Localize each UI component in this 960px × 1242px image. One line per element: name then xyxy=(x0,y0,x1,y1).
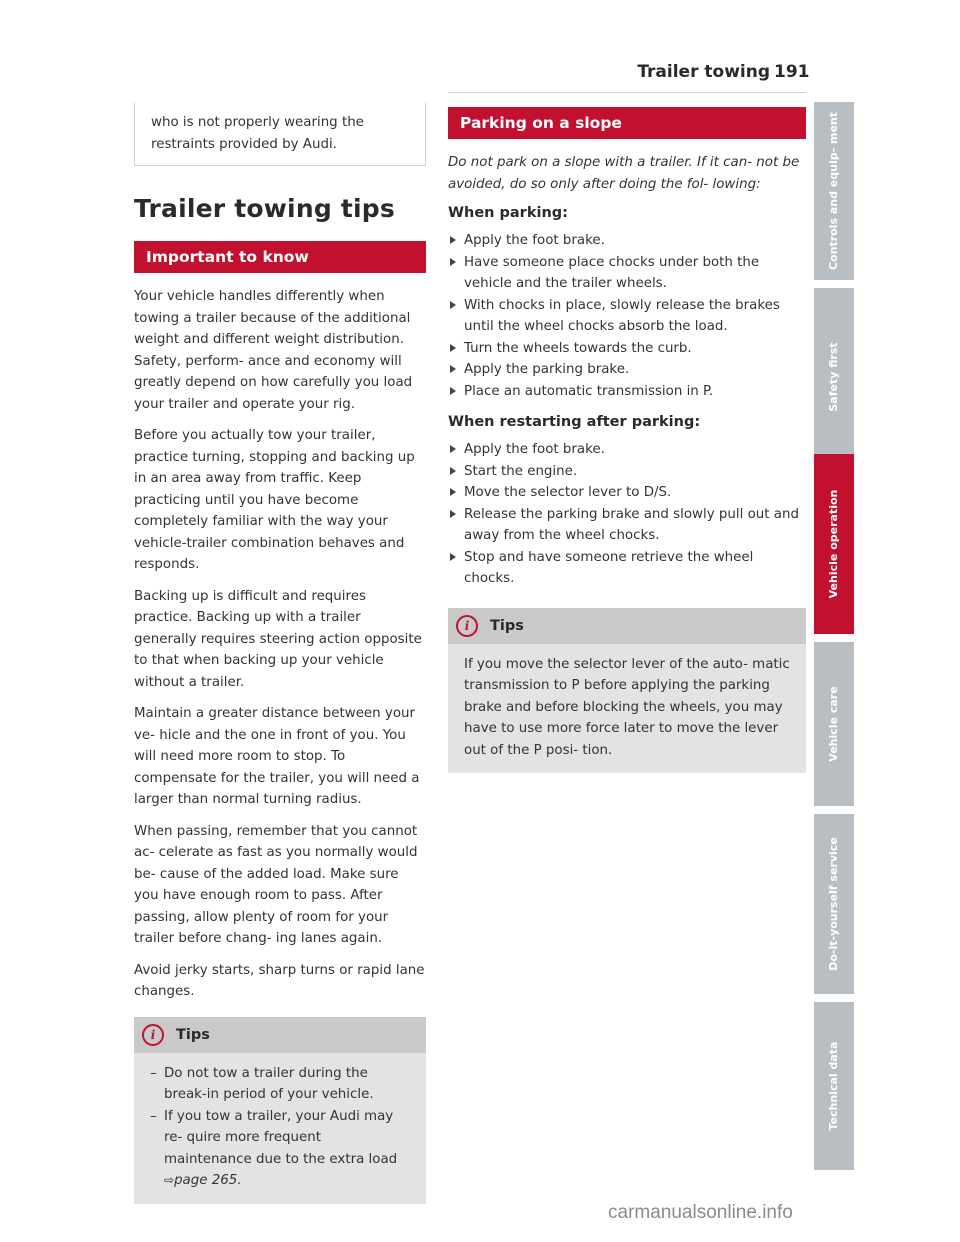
tab-controls-and-equipment[interactable] xyxy=(814,102,854,280)
list-item xyxy=(448,359,806,381)
note-box-text: who is not properly wearing the restraints provided by Audi. xyxy=(151,115,364,152)
tab-vehicle-care[interactable] xyxy=(814,642,854,806)
tab-label: Vehicle care xyxy=(827,686,840,762)
tab-do-it-yourself-service[interactable] xyxy=(814,814,854,994)
subheading-when-restarting: When restarting after parking: xyxy=(448,414,701,430)
list-item xyxy=(448,295,806,338)
list-item xyxy=(448,230,806,252)
parking-steps xyxy=(448,230,806,402)
list-item-text: Apply the foot brake. xyxy=(464,233,605,248)
tips-item-text: Do not tow a trailer during the break-in period of your vehicle. xyxy=(164,1065,374,1102)
bullet-arrow-icon xyxy=(450,445,456,453)
intro-paragraph: Do not park on a slope with a trailer. If it can- not be avoided, do so only after doing the fol- lowing: xyxy=(448,155,800,192)
section-bar-parking: Parking on a slope xyxy=(448,107,806,139)
bullet-arrow-icon xyxy=(450,467,456,475)
tab-safety-first[interactable] xyxy=(814,288,854,466)
bullet-arrow-icon xyxy=(450,553,456,561)
left-column xyxy=(134,103,426,1204)
list-item-text: Stop and have someone retrieve the wheel chocks. xyxy=(464,549,754,586)
tab-label: Do-it-yourself service xyxy=(827,837,840,971)
tab-vehicle-operation[interactable] xyxy=(814,454,854,634)
paragraph: Your vehicle handles differently when towing a trailer because of the additional weight and different weight distribution. Safety, perform- ance and economy will greatly depend on how carefully you load your trailer and operate your rig. xyxy=(134,289,413,412)
tips-body xyxy=(134,1053,426,1204)
bullet-arrow-icon xyxy=(450,301,456,309)
tab-technical-data[interactable] xyxy=(814,1002,854,1170)
watermark: carmanualsonline.info xyxy=(608,1202,793,1223)
list-item-text: With chocks in place, slowly release the brakes until the wheel chocks absorb the load. xyxy=(464,297,780,334)
page-cross-reference[interactable]: page 265. xyxy=(174,1173,242,1188)
list-item-text: Apply the foot brake. xyxy=(464,442,605,457)
tab-label: Vehicle operation xyxy=(827,489,840,599)
bullet-arrow-icon xyxy=(450,488,456,496)
bullet-arrow-icon xyxy=(450,258,456,266)
header-rule xyxy=(448,92,806,93)
tab-label: Technical data xyxy=(827,1041,840,1131)
info-icon: i xyxy=(456,615,478,637)
list-item-text: Have someone place chocks under both the vehicle and the trailer wheels. xyxy=(464,254,760,291)
list-item-text: Release the parking brake and slowly pull out and away from the wheel chocks. xyxy=(464,506,799,543)
dash-marker: – xyxy=(150,1065,157,1081)
tips-box-right xyxy=(448,608,806,774)
bullet-arrow-icon xyxy=(450,387,456,395)
tips-item xyxy=(150,1063,410,1106)
list-item xyxy=(448,381,806,403)
tips-item-text: If you tow a trailer, your Audi may re- quire more frequent maintenance due to the extra load xyxy=(164,1108,398,1167)
restarting-steps xyxy=(448,439,806,590)
bullet-arrow-icon xyxy=(450,510,456,518)
list-item xyxy=(448,338,806,360)
tips-header xyxy=(448,608,806,644)
info-icon: i xyxy=(142,1024,164,1046)
list-item xyxy=(448,252,806,295)
list-item-text: Place an automatic transmission in P. xyxy=(464,383,714,399)
list-item-text: Move the selector lever to D/S. xyxy=(464,485,672,500)
tab-label: Controls and equip- ment xyxy=(827,111,840,271)
paragraph: Avoid jerky starts, sharp turns or rapid lane changes. xyxy=(134,962,425,999)
page-number: 191 xyxy=(774,62,810,82)
paragraph: Before you actually tow your trailer, practice turning, stopping and backing up in an area away from traffic. Keep practicing until you have become completely familiar with the way your vehicle-trailer combination behaves and responds. xyxy=(134,428,415,572)
arrow-right-icon: ⇨ xyxy=(164,1173,175,1187)
paragraph: Maintain a greater distance between your ve- hicle and the one in front of you. You will need more room to stop. To compensate for the trailer, you will need a larger than normal turning radius. xyxy=(134,706,420,807)
list-item-text: Apply the parking brake. xyxy=(464,362,630,377)
list-item xyxy=(448,504,806,547)
paragraph: Backing up is difficult and requires practice. Backing up with a trailer generally requires steering action opposite to that when backing up your vehicle without a trailer. xyxy=(134,588,422,690)
dash-marker: – xyxy=(150,1108,157,1124)
paragraph: When passing, remember that you cannot ac- celerate as fast as you normally would be- cause of the added load. Make sure you have enough room to pass. After passing, allow plenty of room for your trailer before chang- ing lanes again. xyxy=(134,823,418,946)
right-column xyxy=(448,107,806,773)
tab-label: Safety first xyxy=(827,342,840,412)
tips-body: If you move the selector lever of the auto- matic transmission to P before applying the parking brake and before blocking the wheels, you may have to use more force later to move the lever out of the P posi- tion. xyxy=(464,656,790,758)
list-item xyxy=(448,439,806,461)
tips-item xyxy=(150,1106,410,1192)
running-title: Trailer towing xyxy=(637,62,770,82)
list-item-text: Start the engine. xyxy=(464,463,578,479)
list-item-text: Turn the wheels towards the curb. xyxy=(464,340,692,356)
note-box-continuation xyxy=(134,103,426,166)
tips-box-left xyxy=(134,1017,426,1204)
bullet-arrow-icon xyxy=(450,236,456,244)
subheading-when-parking: When parking: xyxy=(448,205,568,221)
tips-title: Tips xyxy=(176,1026,210,1043)
tips-header xyxy=(134,1017,426,1053)
bullet-arrow-icon xyxy=(450,344,456,352)
bullet-arrow-icon xyxy=(450,365,456,373)
list-item xyxy=(448,547,806,590)
list-item xyxy=(448,461,806,483)
section-heading: Trailer towing tips xyxy=(134,194,395,223)
tips-title: Tips xyxy=(490,617,524,634)
section-bar-important: Important to know xyxy=(134,241,426,273)
list-item xyxy=(448,482,806,504)
